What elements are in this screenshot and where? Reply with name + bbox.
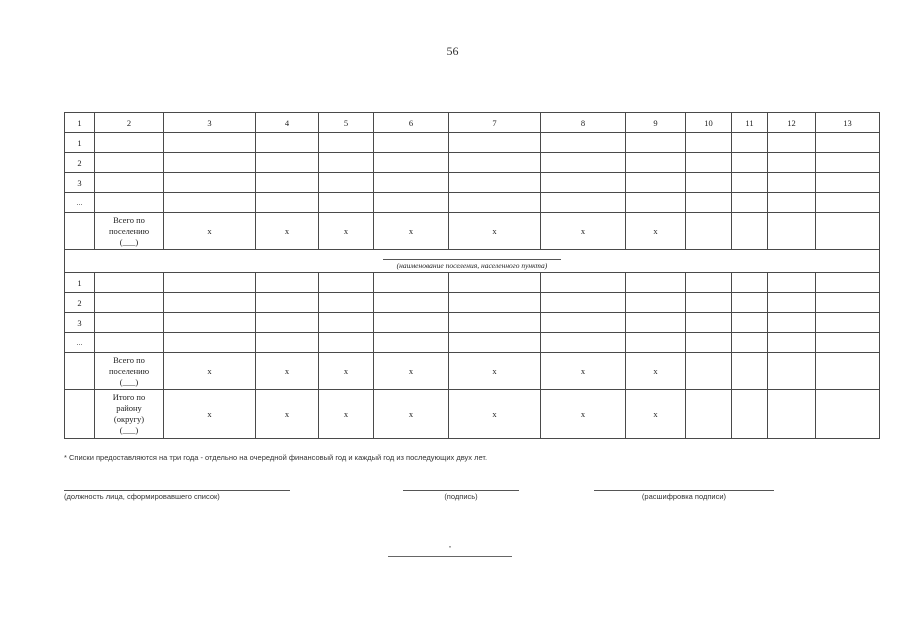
header-cell: 8 <box>541 113 626 133</box>
itogo-label-line: (округу) <box>113 414 145 424</box>
header-cell: 11 <box>732 113 768 133</box>
row-number: 1 <box>65 133 95 153</box>
row-number: ... <box>65 193 95 213</box>
x-mark: x <box>319 390 374 439</box>
table-row <box>65 313 880 333</box>
bottom-mark: " <box>388 546 512 557</box>
footnote: * Списки предоставляются на три года - отдельно на очередной финансовый год и каждый год из последующих двух лет. <box>64 453 488 462</box>
header-cell: 12 <box>768 113 816 133</box>
position-signature-caption: (должность лица, сформировавшего список) <box>64 490 290 501</box>
row-number: 2 <box>65 293 95 313</box>
settlement-total-row <box>65 353 880 390</box>
header-cell: 13 <box>816 113 880 133</box>
settlement-total-label <box>95 213 164 250</box>
x-mark: x <box>541 353 626 390</box>
x-mark: x <box>374 213 449 250</box>
table-row <box>65 153 880 173</box>
itogo-label-line: (___) <box>119 425 139 435</box>
x-mark: x <box>319 353 374 390</box>
signature-decoding-caption: (расшифровка подписи) <box>594 490 774 501</box>
table-row <box>65 333 880 353</box>
x-mark: x <box>449 390 541 439</box>
table-row <box>65 273 880 293</box>
district-total-row <box>65 390 880 439</box>
x-mark: x <box>449 213 541 250</box>
table-row <box>65 193 880 213</box>
page-number: 56 <box>446 44 459 58</box>
settlement-total-label <box>95 353 164 390</box>
row-number: ... <box>65 333 95 353</box>
x-mark: x <box>626 353 686 390</box>
header-cell: 3 <box>164 113 256 133</box>
itogo-label-line: району <box>116 403 142 413</box>
header-cell: 7 <box>449 113 541 133</box>
header-row <box>65 113 880 133</box>
x-mark: x <box>626 390 686 439</box>
row-number: 3 <box>65 313 95 333</box>
x-mark: x <box>164 213 256 250</box>
header-cell: 6 <box>374 113 449 133</box>
itogo-label-line: Итого по <box>112 392 146 402</box>
x-mark: x <box>256 353 319 390</box>
x-mark: x <box>626 213 686 250</box>
settlement-total-row <box>65 213 880 250</box>
x-mark: x <box>164 353 256 390</box>
header-cell: 4 <box>256 113 319 133</box>
x-mark: x <box>374 353 449 390</box>
settlement-caption: (наименование поселения, населенного пункта) <box>383 259 562 271</box>
x-mark: x <box>374 390 449 439</box>
total-label-line: (___) <box>119 376 139 387</box>
x-mark: x <box>319 213 374 250</box>
table-row <box>65 293 880 313</box>
signature-caption: (подпись) <box>403 490 519 501</box>
x-mark: x <box>541 390 626 439</box>
row-number: 1 <box>65 273 95 293</box>
header-cell: 9 <box>626 113 686 133</box>
x-mark: x <box>164 390 256 439</box>
x-mark: x <box>449 353 541 390</box>
x-mark: x <box>541 213 626 250</box>
header-cell: 1 <box>65 113 95 133</box>
total-label-line: Всего по <box>113 214 145 225</box>
total-label-line: поселению <box>108 365 150 376</box>
row-number: 2 <box>65 153 95 173</box>
table-row <box>65 133 880 153</box>
x-mark: x <box>256 390 319 439</box>
total-label-line: Всего по <box>113 354 145 365</box>
data-table <box>64 112 880 439</box>
header-cell: 5 <box>319 113 374 133</box>
header-cell: 2 <box>95 113 164 133</box>
district-total-label <box>95 390 164 439</box>
total-label-line: (___) <box>119 236 139 247</box>
row-number: 3 <box>65 173 95 193</box>
settlement-name-row <box>65 250 880 273</box>
table-row <box>65 173 880 193</box>
header-cell: 10 <box>686 113 732 133</box>
x-mark: x <box>256 213 319 250</box>
total-label-line: поселению <box>108 225 150 236</box>
settlement-name-cell <box>65 250 880 273</box>
